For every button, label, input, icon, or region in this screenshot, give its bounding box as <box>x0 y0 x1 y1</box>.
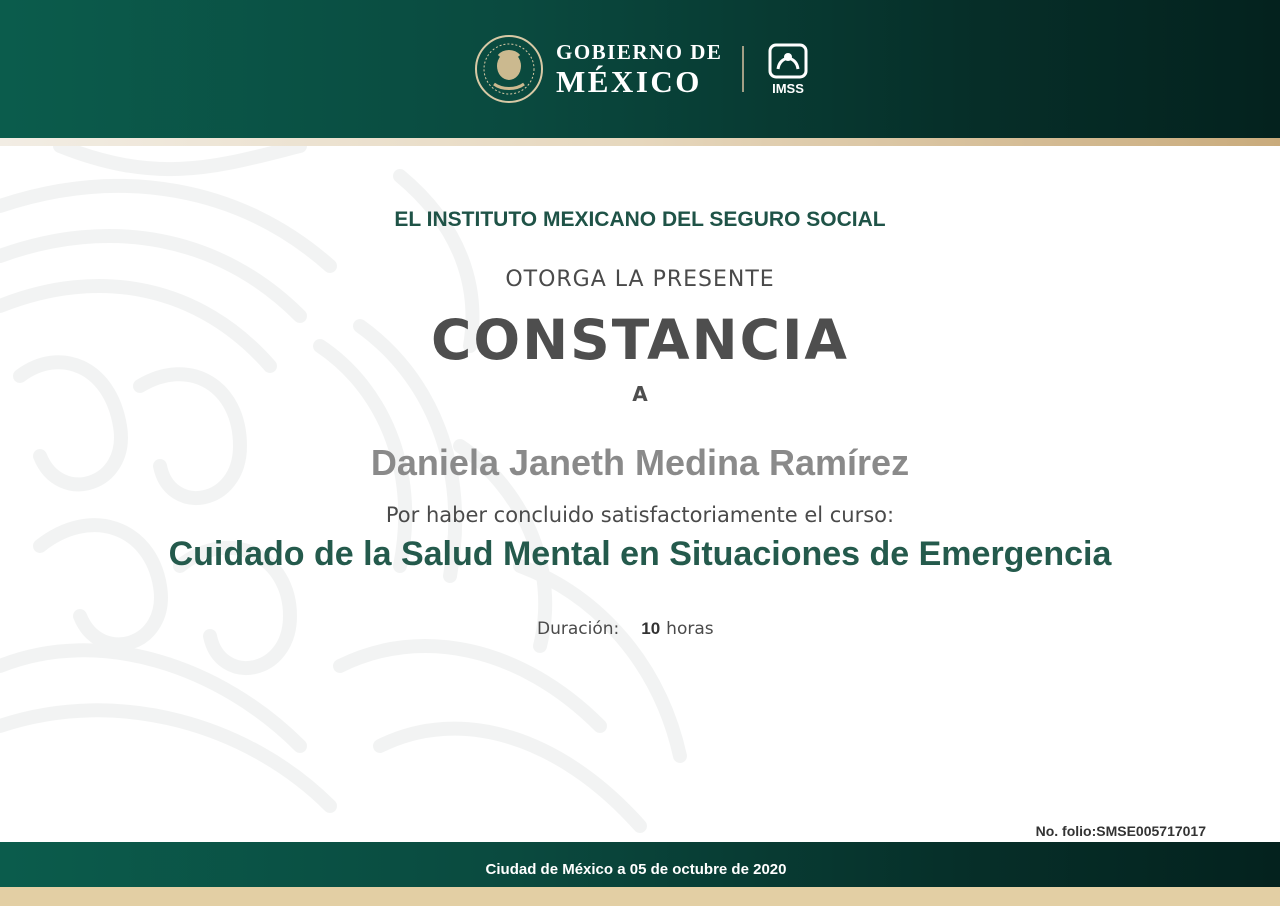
course-name: Cuidado de la Salud Mental en Situaciones de Emergencia <box>168 535 1112 573</box>
imss-label: IMSS <box>772 81 805 95</box>
grants-text: OTORGA LA PRESENTE <box>505 267 775 292</box>
header-logos <box>472 34 810 104</box>
logo-divider <box>742 46 744 92</box>
folio-number: No. folio:SMSE005717017 <box>1035 823 1206 839</box>
duration-unit: horas <box>666 619 714 639</box>
place-date: Ciudad de México a 05 de octubre de 2020 <box>485 861 787 878</box>
footer-gold-stripe <box>0 887 1280 906</box>
duration-row <box>537 619 714 639</box>
concluded-text: Por haber concluido satisfactoriamente el curso: <box>385 503 895 527</box>
duration-label: Duración: <box>537 619 620 639</box>
header-gold-stripe <box>0 138 1280 146</box>
gobierno-line2: MÉXICO <box>556 63 702 99</box>
to-letter: A <box>632 382 648 406</box>
certificate-title: CONSTANCIA <box>431 308 849 372</box>
gobierno-line1: GOBIERNO DE <box>556 39 723 64</box>
imss-logo-icon <box>766 43 810 95</box>
institute-name: EL INSTITUTO MEXICANO DEL SEGURO SOCIAL <box>394 208 886 231</box>
recipient-name: Daniela Janeth Medina Ramírez <box>370 442 910 483</box>
mexico-coat-of-arms-icon <box>472 34 546 104</box>
background-eagle-pattern <box>0 146 820 841</box>
duration-value: 10 <box>641 619 661 638</box>
